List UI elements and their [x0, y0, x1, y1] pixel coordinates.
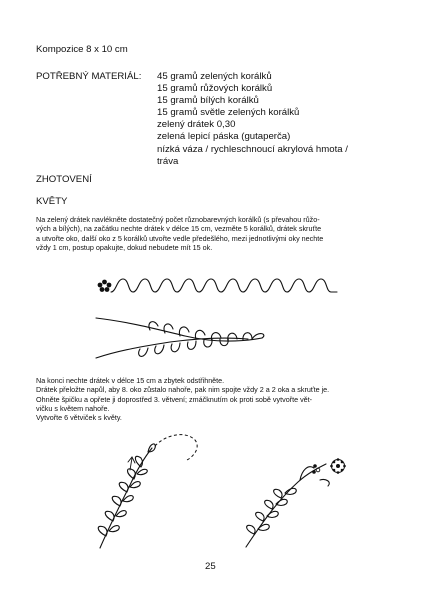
paragraph-line: Ohněte špičku a opřete ji doprostřed 3. větvení; zmáčknutím ok proti sobě vytvořte vět- — [36, 394, 313, 404]
paragraph-line: vých a bílých), na začátku nechte drátek v délce 15 cm, vezměte 5 korálků, drátek skruťte — [36, 224, 322, 234]
material-item: zelený drátek 0,30 — [157, 119, 236, 131]
paragraph-line: Na zelený drátek navlékněte dostatečný počet různobarevných korálků (s převahou růžo- — [36, 215, 320, 224]
paragraph-line: vičku s květem nahoře. — [36, 403, 110, 413]
materials-label: POTŘEBNÝ MATERIÁL: — [36, 71, 142, 82]
section-heading: ZHOTOVENÍ — [36, 174, 92, 185]
paragraph-line: Vytvořte 6 větviček s květy. — [36, 413, 122, 423]
flower-head — [330, 458, 346, 474]
right-sprig — [246, 458, 346, 547]
subsection-heading: KVĚTY — [36, 196, 68, 207]
composition-size: Kompozice 8 x 10 cm — [36, 44, 128, 55]
paragraph-line: vždy 1 cm, postup opakujte, dokud nebudete mít 15 ok. — [36, 242, 213, 252]
page-number: 25 — [205, 561, 216, 572]
paragraph-line: a utvořte oko, další oko z 5 korálků utvořte vedle předešlého, mezi jednotlivými oky nechte — [36, 233, 324, 243]
material-item: 45 gramů zelených korálků — [157, 71, 272, 82]
material-item: 15 gramů bílých korálků — [157, 95, 259, 107]
material-item: zelená lepicí páska (gutaperča) — [157, 131, 291, 143]
paragraph-line: Na konci nechte drátek v délce 15 cm a zbytek odstřihněte. — [36, 376, 225, 385]
material-item: 15 gramů růžových korálků — [157, 83, 273, 95]
paragraph-line: Drátek přeložte napůl, aby 8. oko zůstalo nahoře, pak nim spojte vždy 2 a 2 oka a skruťte je. — [36, 385, 330, 395]
material-item: tráva — [157, 155, 179, 167]
material-item: 15 gramů světle zelených korálků — [157, 107, 300, 119]
material-item: nízká váza / rychleschnoucí akrylová hmota / — [157, 143, 348, 155]
